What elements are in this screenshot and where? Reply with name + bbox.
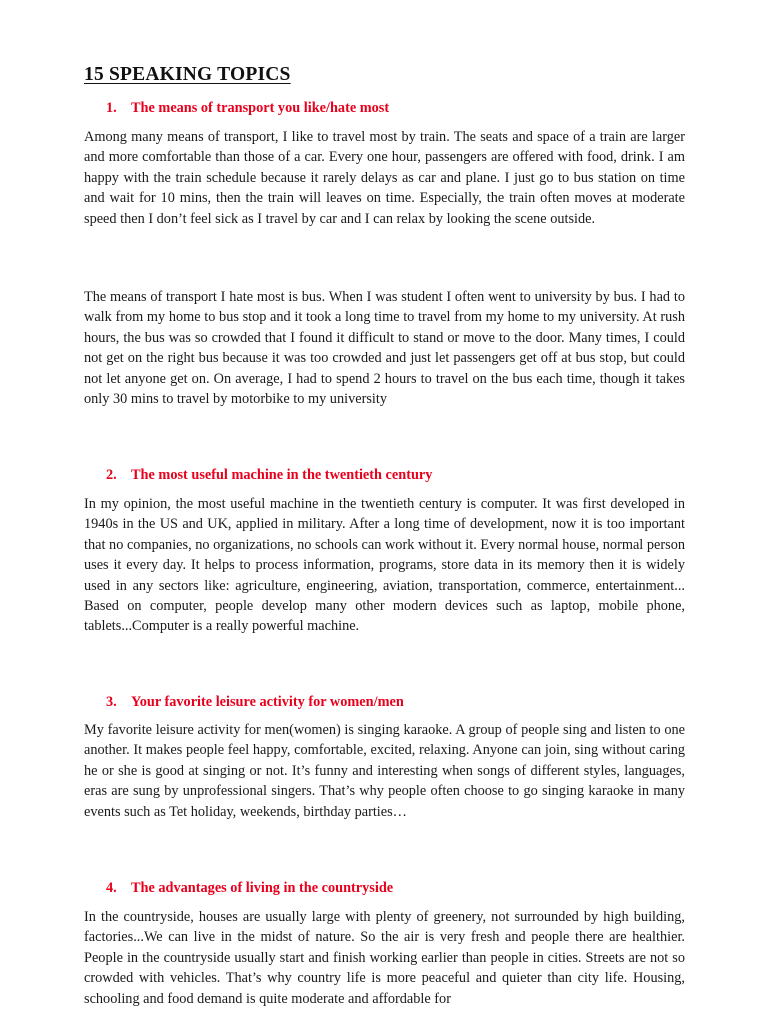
section-2-paragraph-1: In my opinion, the most useful machine in the twentieth century is computer. It was first developed in 1940s in the US and UK, applied in military. After a long time of development, now it is too important that no companies, no organizations, no schools can work without it. Every normal house, normal person uses it every day. It helps to process information, programs, store data in its memory then it is widely used in any sectors like: agriculture, engineering, aviation, transportation, commerce, entertainment... Based on computer, people develop many other modern devices such as laptop, mobile phone, tablets...Computer is a really powerful machine. bbox=[84, 496, 685, 635]
section-number: 3. bbox=[106, 694, 117, 710]
section-heading-1 bbox=[106, 100, 389, 117]
section-4-paragraph-1: In the countryside, houses are usually large with plenty of greenery, not surrounded by high building, factories...We can live in the midst of nature. So the air is very fresh and people there are healthier. People in the countryside usually start and finish working earlier than people in cities. Streets are not so crowded with vehicles. That’s why country life is more peaceful and quieter than city life. Housing, schooling and food demand is quite moderate and affordable for bbox=[84, 909, 685, 1007]
page-title: 15 SPEAKING TOPICS bbox=[84, 64, 291, 85]
section-heading-2 bbox=[106, 467, 432, 484]
section-3-paragraph-1: My favorite leisure activity for men(women) is singing karaoke. A group of people sing and listen to one another. It makes people feel happy, comfortable, excited, relaxing. Anyone can join, sing without caring he or she is good at singing or not. It’s funny and interesting when songs of different styles, languages, eras are sung by unprofessional singers. That’s why people often choose to go singing karaoke in many events such as Tet holiday, weekends, birthday parties… bbox=[84, 722, 685, 820]
section-heading-text: The means of transport you like/hate most bbox=[131, 100, 390, 116]
section-1-paragraph-2: The means of transport I hate most is bus. When I was student I often went to university by bus. I had to walk from my home to bus stop and it took a long time to travel from my home to my university. At rush hours, the bus was so crowded that I found it difficult to stand or move to the door. Many times, I could not get on the right bus because it was too crowded and just let passengers get off at bus stop, but could not let anyone get on. On average, I had to spend 2 hours to travel on the bus each time, though it takes only 30 mins to travel by motorbike to my university bbox=[84, 289, 685, 408]
section-1-paragraph-1: Among many means of transport, I like to travel most by train. The seats and space of a train are larger and more comfortable than those of a car. Every one hour, passengers are offered with food, drink. I am happy with the train schedule because it rarely delays as car and plane. I just go to bus station on time and wait for 10 mins, then the train will leaves on time. Especially, the train often moves at moderate speed then I don’t feel sick as I travel by car and I can relax by looking the scene outside. bbox=[84, 129, 685, 227]
section-number: 4. bbox=[106, 880, 117, 896]
section-heading-3 bbox=[106, 694, 404, 711]
section-heading-4 bbox=[106, 880, 393, 897]
section-heading-text: The advantages of living in the countryside bbox=[131, 880, 394, 896]
section-number: 1. bbox=[106, 100, 117, 116]
section-heading-text: Your favorite leisure activity for women/men bbox=[131, 694, 404, 710]
section-number: 2. bbox=[106, 467, 117, 483]
section-heading-text: The most useful machine in the twentieth century bbox=[131, 467, 433, 483]
